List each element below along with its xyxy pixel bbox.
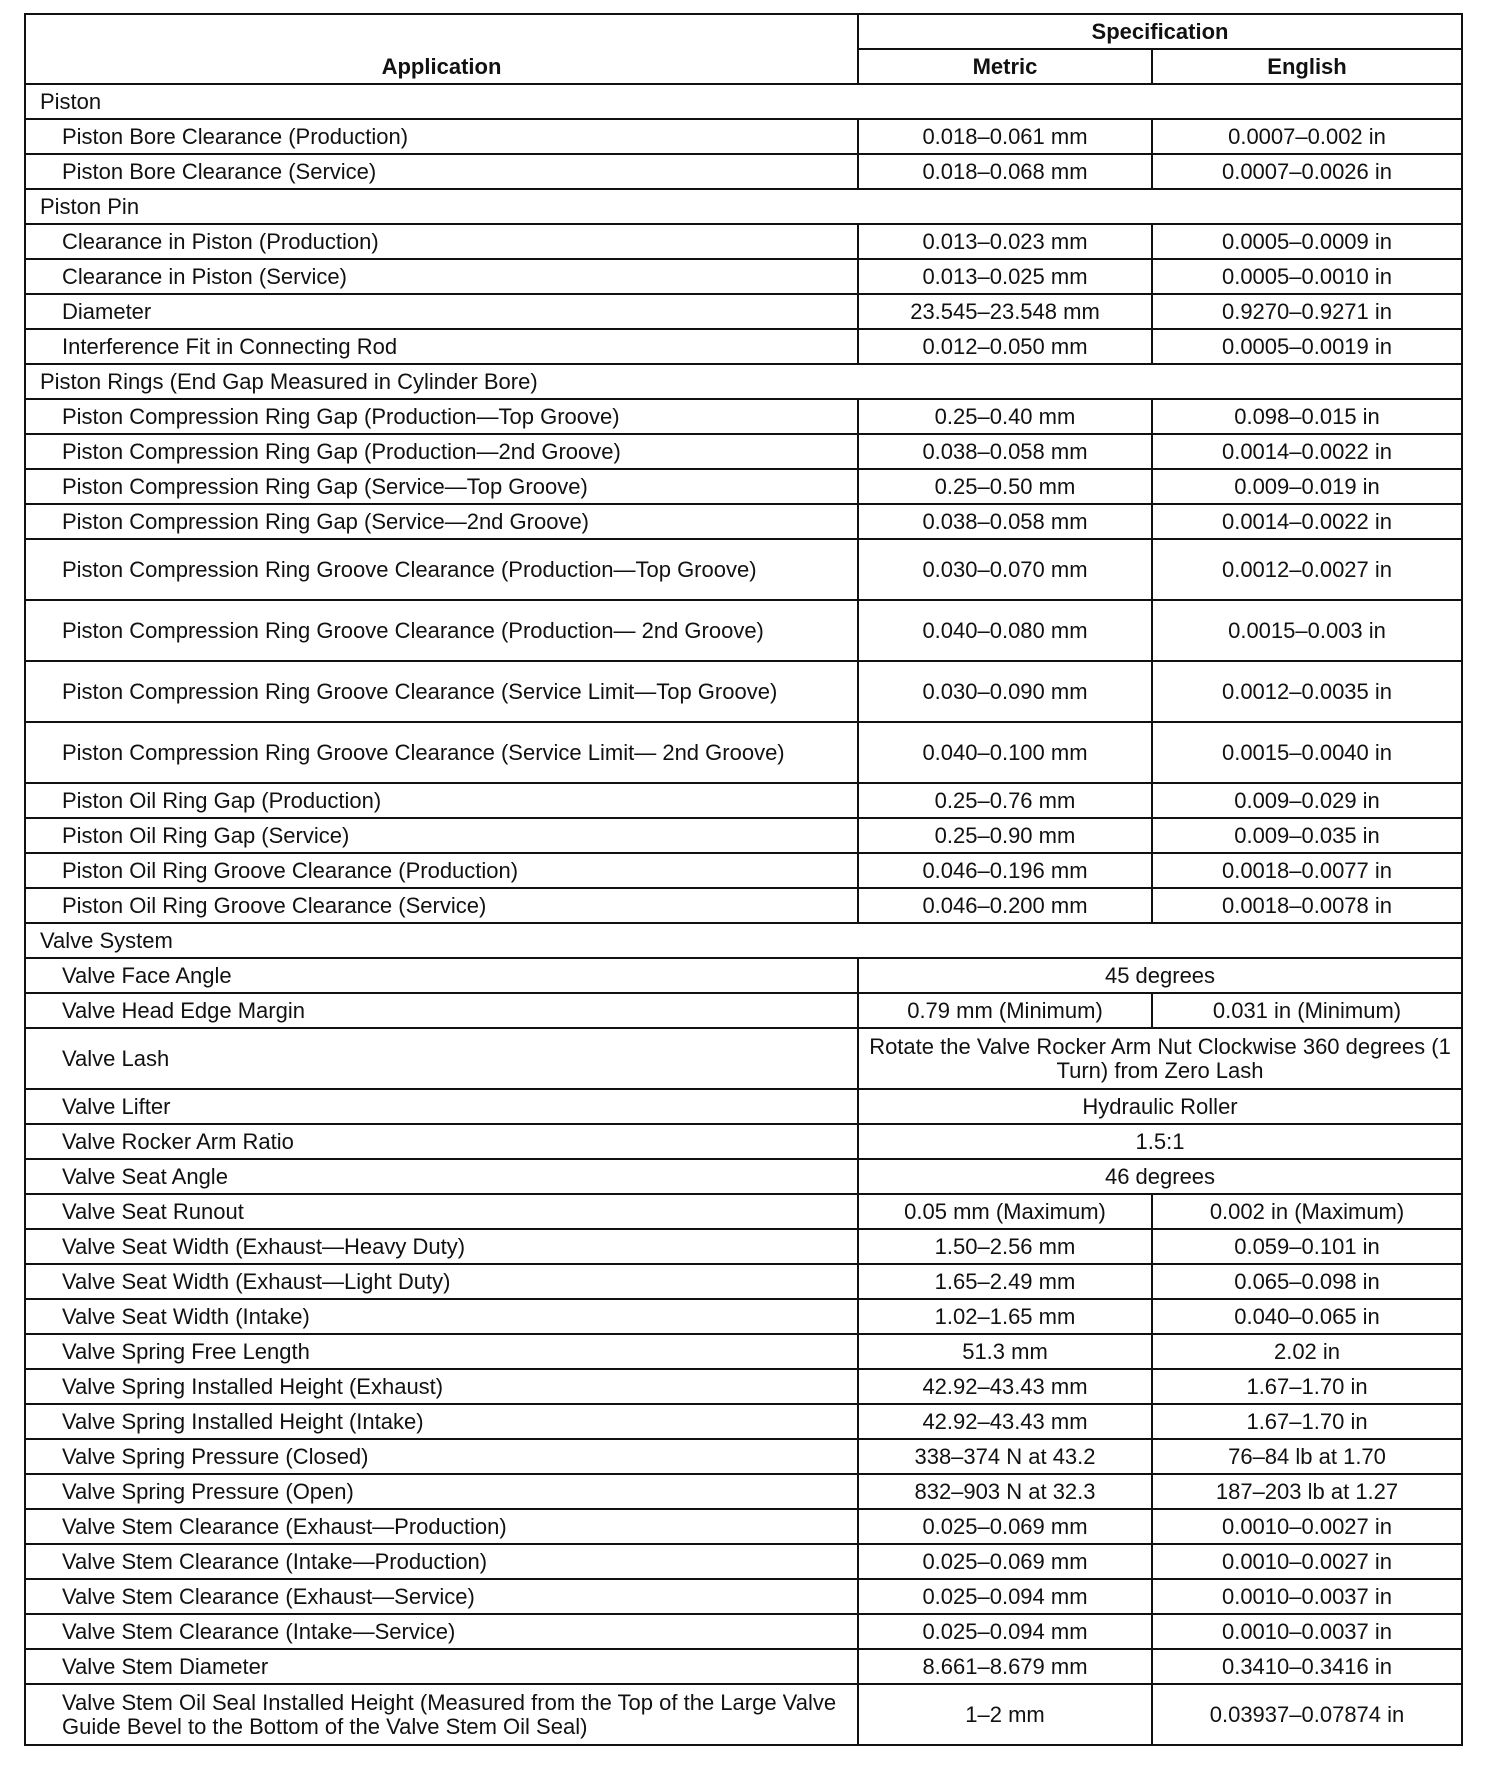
metric-cell: 832–903 N at 32.3 <box>858 1474 1152 1509</box>
metric-cell: 1–2 mm <box>858 1684 1152 1745</box>
specification-cell: 1.5:1 <box>858 1124 1462 1159</box>
table-row <box>25 399 1462 434</box>
section-row <box>25 923 1462 958</box>
specification-cell: Hydraulic Roller <box>858 1089 1462 1124</box>
metric-cell: 0.25–0.90 mm <box>858 818 1152 853</box>
table-row <box>25 888 1462 923</box>
metric-cell: 1.65–2.49 mm <box>858 1264 1152 1299</box>
table-row <box>25 853 1462 888</box>
table-row <box>25 154 1462 189</box>
table-body <box>25 84 1462 1745</box>
english-cell: 0.0005–0.0010 in <box>1152 259 1462 294</box>
application-cell: Piston Bore Clearance (Service) <box>25 154 858 189</box>
english-cell: 0.0014–0.0022 in <box>1152 504 1462 539</box>
table-row <box>25 783 1462 818</box>
application-cell: Valve Stem Clearance (Exhaust—Service) <box>25 1579 858 1614</box>
metric-cell: 0.79 mm (Minimum) <box>858 993 1152 1028</box>
metric-cell: 42.92–43.43 mm <box>858 1404 1152 1439</box>
table-row <box>25 504 1462 539</box>
metric-cell: 0.025–0.094 mm <box>858 1579 1152 1614</box>
english-cell: 0.009–0.019 in <box>1152 469 1462 504</box>
metric-cell: 1.02–1.65 mm <box>858 1299 1152 1334</box>
english-cell: 0.0012–0.0035 in <box>1152 661 1462 722</box>
metric-cell: 0.25–0.50 mm <box>858 469 1152 504</box>
table-row <box>25 661 1462 722</box>
english-cell: 0.0014–0.0022 in <box>1152 434 1462 469</box>
table-row <box>25 294 1462 329</box>
table-row <box>25 1684 1462 1745</box>
section-title: Piston <box>25 84 1462 119</box>
english-cell: 187–203 lb at 1.27 <box>1152 1474 1462 1509</box>
application-cell: Valve Seat Width (Exhaust—Light Duty) <box>25 1264 858 1299</box>
metric-cell: 0.25–0.76 mm <box>858 783 1152 818</box>
table-row <box>25 1544 1462 1579</box>
header-metric: Metric <box>858 49 1152 84</box>
section-title: Piston Pin <box>25 189 1462 224</box>
metric-cell: 0.018–0.061 mm <box>858 119 1152 154</box>
table-row <box>25 1159 1462 1194</box>
application-cell: Valve Stem Oil Seal Installed Height (Measured from the Top of the Large Valve Guide Bevel to the Bottom of the Valve Stem Oil Seal) <box>25 1684 858 1745</box>
section-title: Piston Rings (End Gap Measured in Cylinder Bore) <box>25 364 1462 399</box>
english-cell: 0.059–0.101 in <box>1152 1229 1462 1264</box>
table-row <box>25 600 1462 661</box>
table-row <box>25 1229 1462 1264</box>
header-english: English <box>1152 49 1462 84</box>
application-cell: Piston Compression Ring Gap (Production—2nd Groove) <box>25 434 858 469</box>
application-cell: Piston Compression Ring Gap (Service—2nd Groove) <box>25 504 858 539</box>
application-cell: Valve Lifter <box>25 1089 858 1124</box>
application-cell: Piston Oil Ring Groove Clearance (Production) <box>25 853 858 888</box>
application-cell: Valve Spring Pressure (Open) <box>25 1474 858 1509</box>
metric-cell: 0.025–0.094 mm <box>858 1614 1152 1649</box>
metric-cell: 0.046–0.200 mm <box>858 888 1152 923</box>
application-cell: Piston Compression Ring Gap (Service—Top Groove) <box>25 469 858 504</box>
english-cell: 0.0018–0.0077 in <box>1152 853 1462 888</box>
table-row <box>25 1579 1462 1614</box>
metric-cell: 0.040–0.080 mm <box>858 600 1152 661</box>
application-cell: Valve Stem Diameter <box>25 1649 858 1684</box>
metric-cell: 0.013–0.023 mm <box>858 224 1152 259</box>
metric-cell: 0.030–0.090 mm <box>858 661 1152 722</box>
english-cell: 0.002 in (Maximum) <box>1152 1194 1462 1229</box>
table-row <box>25 1089 1462 1124</box>
metric-cell: 0.025–0.069 mm <box>858 1509 1152 1544</box>
table-row <box>25 259 1462 294</box>
table-row <box>25 1028 1462 1089</box>
application-cell: Valve Face Angle <box>25 958 858 993</box>
section-title: Valve System <box>25 923 1462 958</box>
english-cell: 0.0015–0.003 in <box>1152 600 1462 661</box>
english-cell: 0.0010–0.0037 in <box>1152 1579 1462 1614</box>
application-cell: Valve Spring Installed Height (Intake) <box>25 1404 858 1439</box>
application-cell: Valve Stem Clearance (Intake—Production) <box>25 1544 858 1579</box>
application-cell: Interference Fit in Connecting Rod <box>25 329 858 364</box>
application-cell: Piston Compression Ring Groove Clearance (Production— 2nd Groove) <box>25 600 858 661</box>
application-cell: Clearance in Piston (Production) <box>25 224 858 259</box>
table-row <box>25 469 1462 504</box>
application-cell: Valve Seat Width (Intake) <box>25 1299 858 1334</box>
application-cell: Piston Compression Ring Gap (Production—Top Groove) <box>25 399 858 434</box>
table-row <box>25 722 1462 783</box>
english-cell: 0.9270–0.9271 in <box>1152 294 1462 329</box>
metric-cell: 0.012–0.050 mm <box>858 329 1152 364</box>
application-cell: Valve Seat Runout <box>25 1194 858 1229</box>
specification-cell: Rotate the Valve Rocker Arm Nut Clockwise 360 degrees (1 Turn) from Zero Lash <box>858 1028 1462 1089</box>
section-row <box>25 189 1462 224</box>
table-row <box>25 539 1462 600</box>
metric-cell: 338–374 N at 43.2 <box>858 1439 1152 1474</box>
english-cell: 0.040–0.065 in <box>1152 1299 1462 1334</box>
metric-cell: 0.038–0.058 mm <box>858 504 1152 539</box>
application-cell: Diameter <box>25 294 858 329</box>
english-cell: 0.009–0.029 in <box>1152 783 1462 818</box>
metric-cell: 8.661–8.679 mm <box>858 1649 1152 1684</box>
application-cell: Piston Oil Ring Groove Clearance (Service) <box>25 888 858 923</box>
application-cell: Valve Lash <box>25 1028 858 1089</box>
english-cell: 0.009–0.035 in <box>1152 818 1462 853</box>
table-row <box>25 1614 1462 1649</box>
application-cell: Valve Seat Angle <box>25 1159 858 1194</box>
table-row <box>25 1369 1462 1404</box>
table-row <box>25 818 1462 853</box>
english-cell: 0.0015–0.0040 in <box>1152 722 1462 783</box>
english-cell: 1.67–1.70 in <box>1152 1404 1462 1439</box>
metric-cell: 0.025–0.069 mm <box>858 1544 1152 1579</box>
metric-cell: 51.3 mm <box>858 1334 1152 1369</box>
application-cell: Piston Bore Clearance (Production) <box>25 119 858 154</box>
metric-cell: 0.030–0.070 mm <box>858 539 1152 600</box>
application-cell: Valve Spring Pressure (Closed) <box>25 1439 858 1474</box>
table-row <box>25 329 1462 364</box>
english-cell: 0.0005–0.0019 in <box>1152 329 1462 364</box>
application-cell: Clearance in Piston (Service) <box>25 259 858 294</box>
english-cell: 0.0005–0.0009 in <box>1152 224 1462 259</box>
english-cell: 0.0010–0.0037 in <box>1152 1614 1462 1649</box>
table-row <box>25 1474 1462 1509</box>
table-row <box>25 1439 1462 1474</box>
table-row <box>25 1649 1462 1684</box>
table-row <box>25 1299 1462 1334</box>
application-cell: Piston Oil Ring Gap (Production) <box>25 783 858 818</box>
table-row <box>25 1404 1462 1439</box>
metric-cell: 0.018–0.068 mm <box>858 154 1152 189</box>
metric-cell: 0.040–0.100 mm <box>858 722 1152 783</box>
metric-cell: 0.038–0.058 mm <box>858 434 1152 469</box>
metric-cell: 1.50–2.56 mm <box>858 1229 1152 1264</box>
section-row <box>25 84 1462 119</box>
table-row <box>25 1194 1462 1229</box>
specification-cell: 46 degrees <box>858 1159 1462 1194</box>
application-cell: Valve Rocker Arm Ratio <box>25 1124 858 1159</box>
specification-table <box>24 13 1463 1746</box>
metric-cell: 0.046–0.196 mm <box>858 853 1152 888</box>
english-cell: 0.0018–0.0078 in <box>1152 888 1462 923</box>
english-cell: 0.3410–0.3416 in <box>1152 1649 1462 1684</box>
specification-cell: 45 degrees <box>858 958 1462 993</box>
english-cell: 0.0010–0.0027 in <box>1152 1544 1462 1579</box>
application-cell: Valve Head Edge Margin <box>25 993 858 1028</box>
english-cell: 2.02 in <box>1152 1334 1462 1369</box>
application-cell: Valve Spring Free Length <box>25 1334 858 1369</box>
english-cell: 0.098–0.015 in <box>1152 399 1462 434</box>
english-cell: 0.031 in (Minimum) <box>1152 993 1462 1028</box>
section-row <box>25 364 1462 399</box>
application-cell: Piston Compression Ring Groove Clearance (Service Limit—Top Groove) <box>25 661 858 722</box>
header-specification: Specification <box>858 14 1462 49</box>
application-cell: Valve Stem Clearance (Intake—Service) <box>25 1614 858 1649</box>
table-row <box>25 1124 1462 1159</box>
metric-cell: 23.545–23.548 mm <box>858 294 1152 329</box>
english-cell: 0.0012–0.0027 in <box>1152 539 1462 600</box>
application-cell: Valve Stem Clearance (Exhaust—Production) <box>25 1509 858 1544</box>
english-cell: 0.0007–0.0026 in <box>1152 154 1462 189</box>
header-application: Application <box>25 14 858 84</box>
table-row <box>25 1334 1462 1369</box>
application-cell: Piston Compression Ring Groove Clearance (Production—Top Groove) <box>25 539 858 600</box>
english-cell: 0.0007–0.002 in <box>1152 119 1462 154</box>
metric-cell: 0.05 mm (Maximum) <box>858 1194 1152 1229</box>
table-row <box>25 1509 1462 1544</box>
english-cell: 1.67–1.70 in <box>1152 1369 1462 1404</box>
table-row <box>25 434 1462 469</box>
application-cell: Valve Seat Width (Exhaust—Heavy Duty) <box>25 1229 858 1264</box>
metric-cell: 0.25–0.40 mm <box>858 399 1152 434</box>
english-cell: 0.0010–0.0027 in <box>1152 1509 1462 1544</box>
application-cell: Piston Compression Ring Groove Clearance (Service Limit— 2nd Groove) <box>25 722 858 783</box>
table-row <box>25 119 1462 154</box>
metric-cell: 0.013–0.025 mm <box>858 259 1152 294</box>
application-cell: Valve Spring Installed Height (Exhaust) <box>25 1369 858 1404</box>
english-cell: 0.065–0.098 in <box>1152 1264 1462 1299</box>
application-cell: Piston Oil Ring Gap (Service) <box>25 818 858 853</box>
english-cell: 0.03937–0.07874 in <box>1152 1684 1462 1745</box>
table-row <box>25 224 1462 259</box>
table-row <box>25 1264 1462 1299</box>
table-row <box>25 993 1462 1028</box>
table-row <box>25 958 1462 993</box>
english-cell: 76–84 lb at 1.70 <box>1152 1439 1462 1474</box>
metric-cell: 42.92–43.43 mm <box>858 1369 1152 1404</box>
